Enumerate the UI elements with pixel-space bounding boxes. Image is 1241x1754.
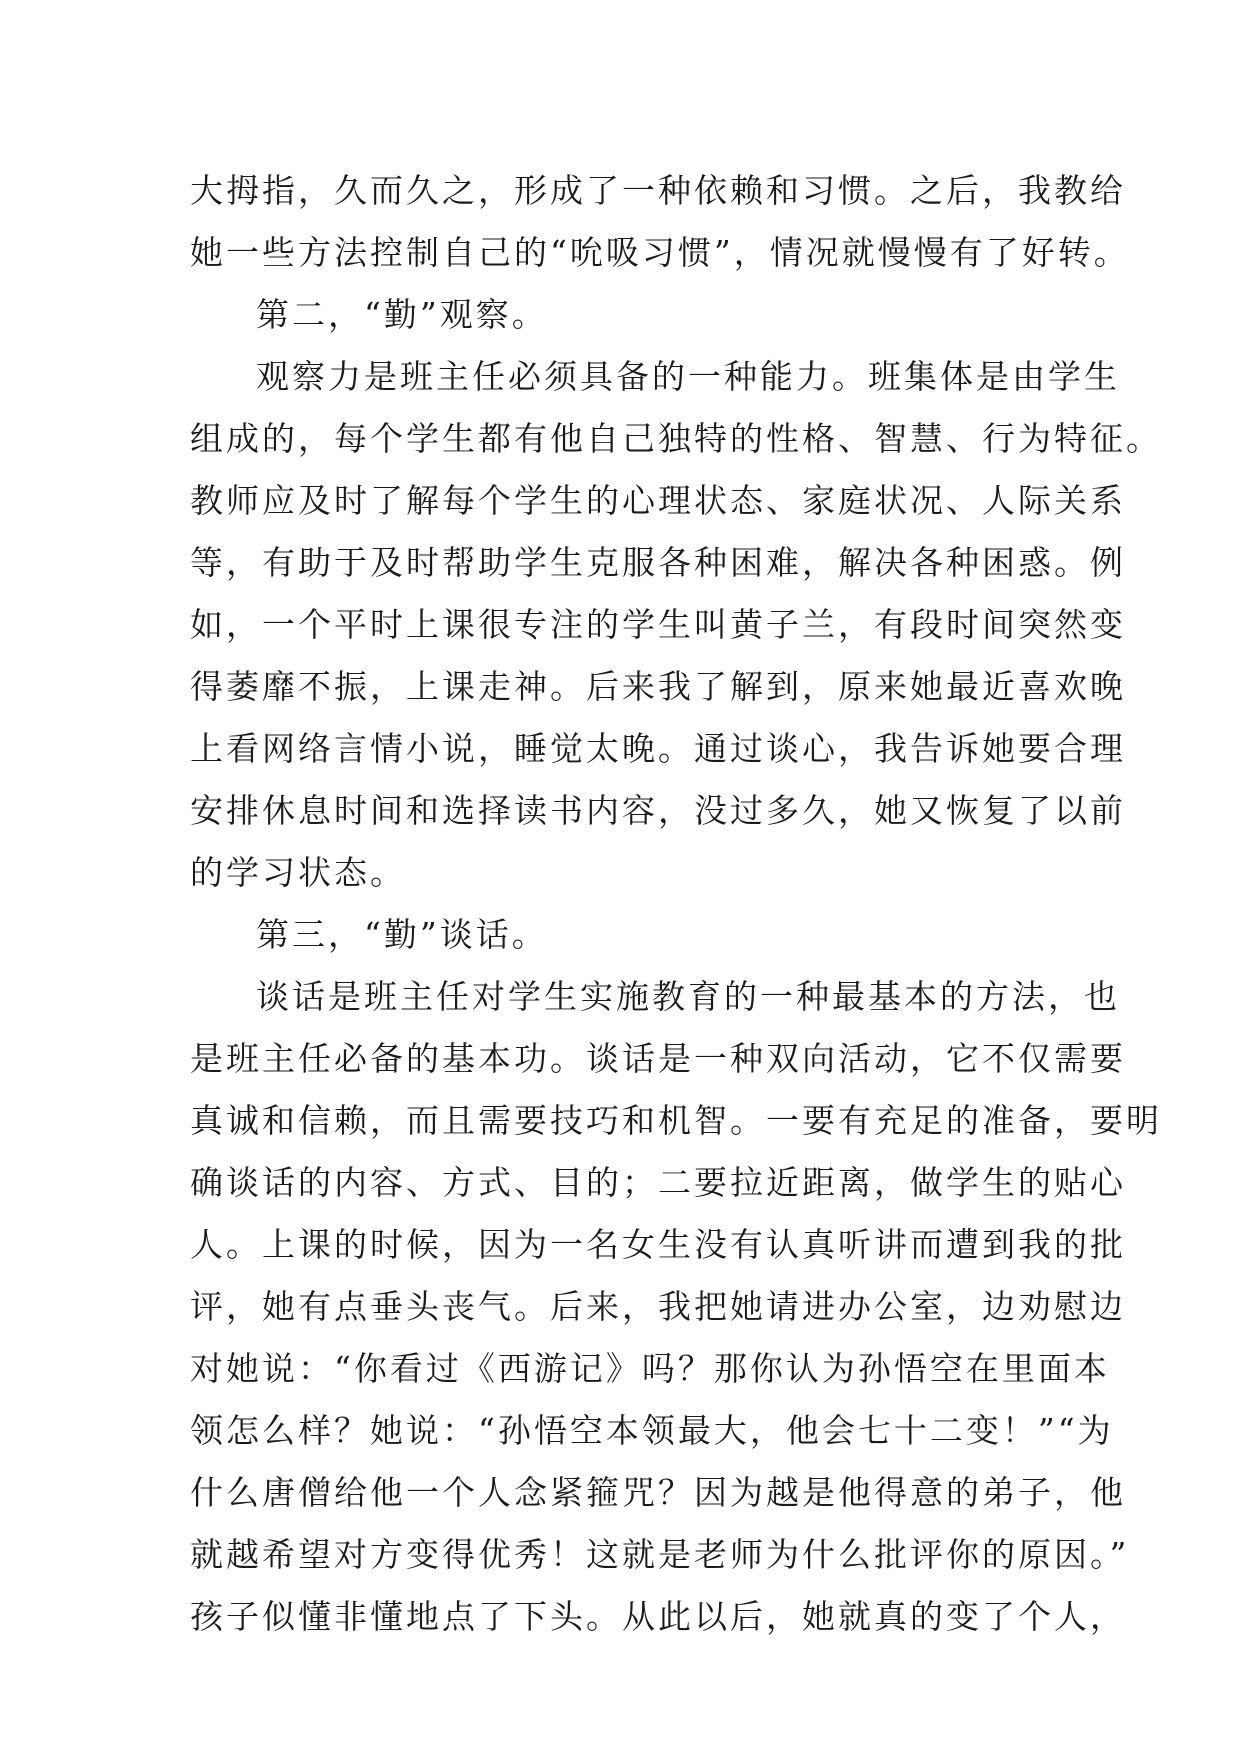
- text-line: 孩子似懂非懂地点了下头。从此以后，她就真的变了个人，: [190, 1597, 1126, 1636]
- text-line: 教师应及时了解每个学生的心理状态、家庭状况、人际关系: [190, 481, 1126, 520]
- text-line: 如，一个平时上课很专注的学生叫黄子兰，有段时间突然变: [190, 605, 1126, 644]
- text-line: 观察力是班主任必须具备的一种能力。班集体是由学生: [256, 357, 1120, 396]
- text-line: 人。上课的时候，因为一名女生没有认真听讲而遭到我的批: [190, 1225, 1126, 1264]
- text-line: 的学习状态。: [190, 853, 406, 892]
- text-line: 等，有助于及时帮助学生克服各种困难，解决各种困惑。例: [190, 543, 1126, 582]
- text-line: 领怎么样？她说：“孙悟空本领最大，他会七十二变！”“为: [190, 1411, 1114, 1450]
- document-body: [190, 160, 1162, 1648]
- text-line: 确谈话的内容、方式、目的；二要拉近距离，做学生的贴心: [190, 1163, 1126, 1202]
- text-line: 谈话是班主任对学生实施教育的一种最基本的方法，也: [256, 977, 1120, 1016]
- text-line: 组成的，每个学生都有他自己独特的性格、智慧、行为特征。: [190, 419, 1162, 458]
- text-line: 什么唐僧给他一个人念紧箍咒？因为越是他得意的弟子，他: [190, 1473, 1126, 1512]
- text-line: 真诚和信赖，而且需要技巧和机智。一要有充足的准备，要明: [190, 1101, 1162, 1140]
- text-line: 大拇指，久而久之，形成了一种依赖和习惯。之后，我教给: [190, 171, 1126, 210]
- text-line: 是班主任必备的基本功。谈话是一种双向活动，它不仅需要: [190, 1039, 1126, 1078]
- text-line: 评，她有点垂头丧气。后来，我把她请进办公室，边劝慰边: [190, 1287, 1126, 1326]
- text-line: 上看网络言情小说，睡觉太晚。通过谈心，我告诉她要合理: [190, 729, 1126, 768]
- section-heading: 第二，“勤”观察。: [256, 295, 548, 334]
- text-line: 对她说：“你看过《西游记》吗？那你认为孙悟空在里面本: [190, 1349, 1110, 1388]
- text-line: 就越希望对方变得优秀！这就是老师为什么批评你的原因。”: [190, 1535, 1130, 1574]
- text-line: 得萎靡不振，上课走神。后来我了解到，原来她最近喜欢晚: [190, 667, 1126, 706]
- text-line: 安排休息时间和选择读书内容，没过多久，她又恢复了以前: [190, 791, 1126, 830]
- text-line: 她一些方法控制自己的“吮吸习惯”，情况就慢慢有了好转。: [190, 233, 1130, 272]
- section-heading: 第三，“勤”谈话。: [256, 915, 548, 954]
